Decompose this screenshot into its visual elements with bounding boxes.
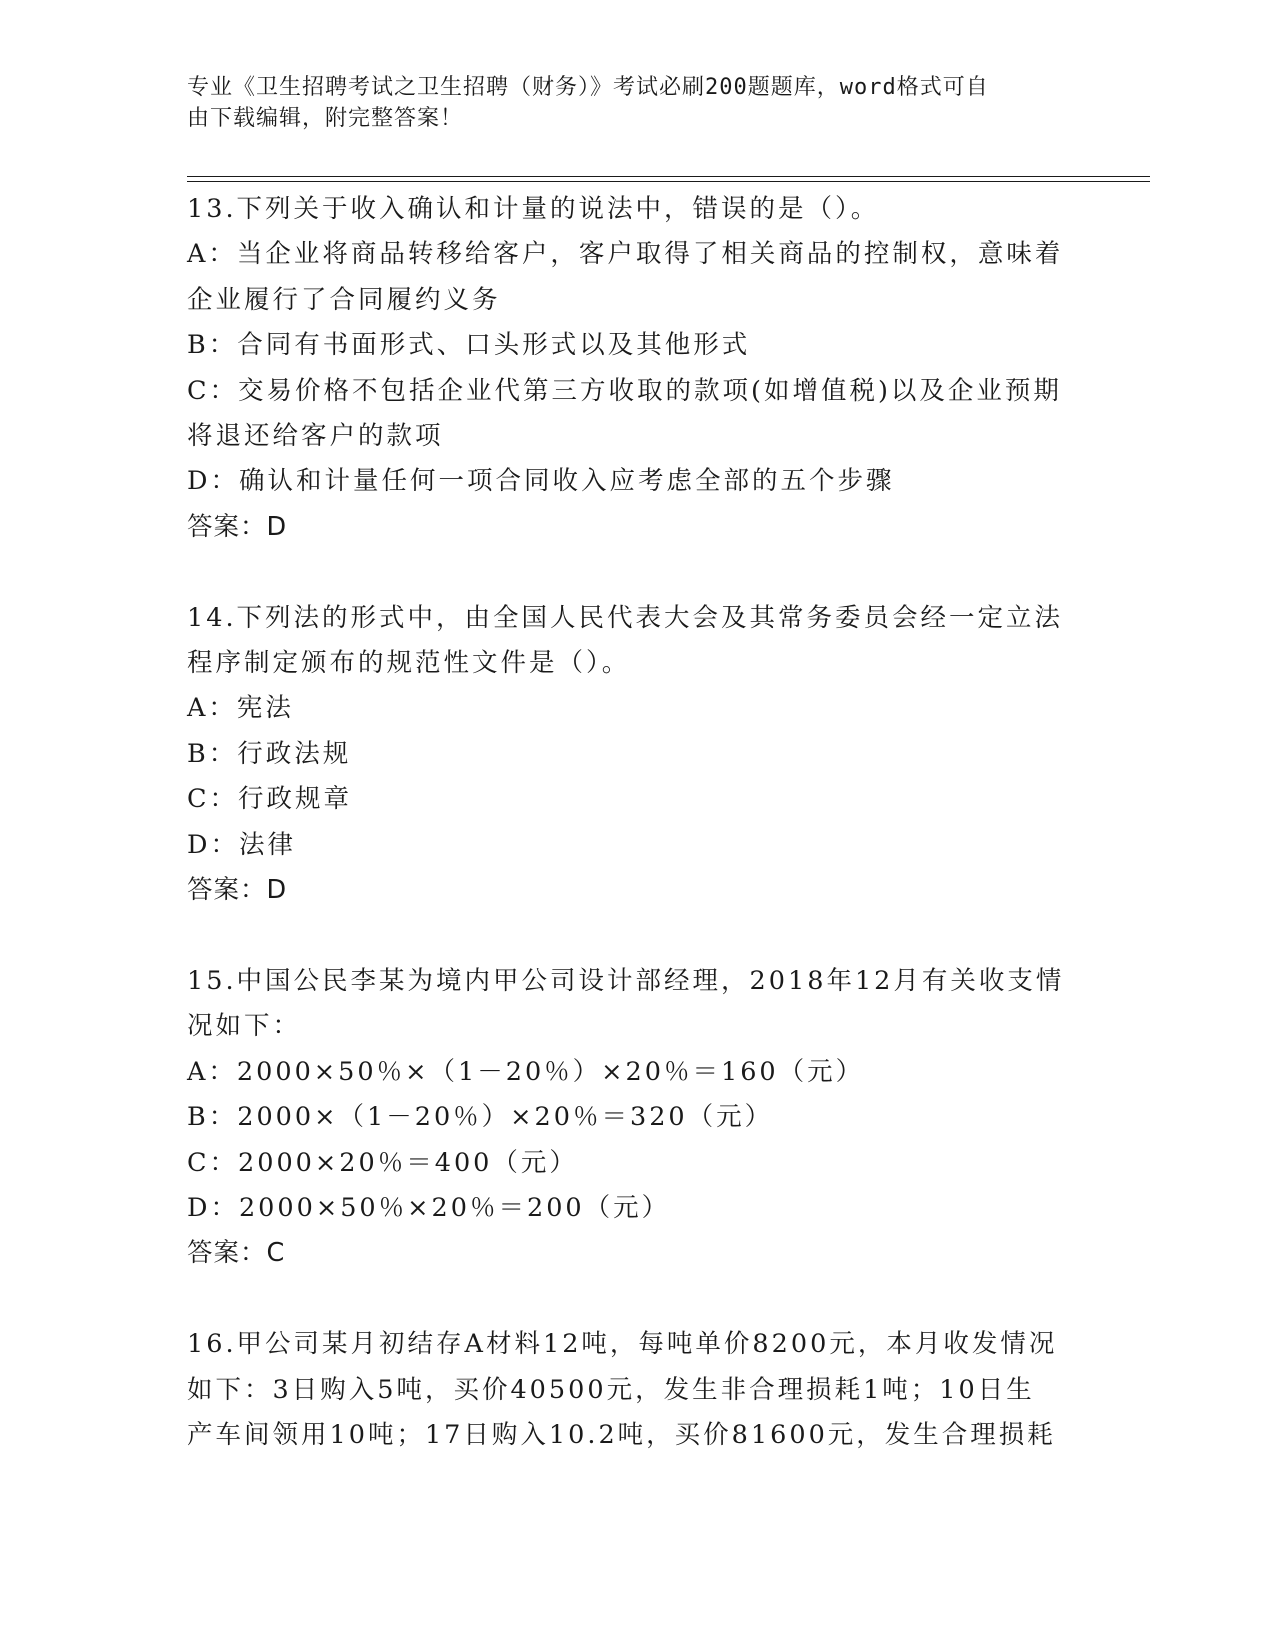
question-stem-continued: 程序制定颁布的规范性文件是（）。 [187, 648, 631, 679]
question-stem-continued: 产车间领用10吨；17日购入10.2吨，买价81600元，发生合理损耗 [187, 1419, 1056, 1450]
option-d: D：法律 [187, 829, 296, 860]
answer-label: 答案：D [187, 875, 288, 906]
option-c: C：2000×20％＝400（元） [187, 1147, 578, 1178]
header-divider-bottom [187, 181, 1150, 182]
option-d: D：确认和计量任何一项合同收入应考虑全部的五个步骤 [187, 466, 895, 497]
question-spacer [187, 1277, 1087, 1322]
option-a-continued: 企业履行了合同履约义务 [187, 284, 501, 315]
option-d: D：2000×50％×20％＝200（元） [187, 1192, 671, 1223]
header-divider-top [187, 176, 1150, 177]
option-c: C：交易价格不包括企业代第三方收取的款项(如增值税)以及企业预期 [187, 375, 1062, 406]
header-line-2: 由下载编辑，附完整答案！ [187, 106, 464, 131]
question-stem: 14.下列法的形式中，由全国人民代表大会及其常务委员会经一定立法 [187, 602, 1064, 633]
question-stem-continued: 况如下： [187, 1011, 302, 1042]
option-b: B：行政法规 [187, 738, 352, 769]
answer-label: 答案：D [187, 511, 288, 542]
question-list [187, 187, 1087, 1458]
option-b: B：合同有书面形式、口头形式以及其他形式 [187, 330, 751, 361]
option-a: A：当企业将商品转移给客户，客户取得了相关商品的控制权，意味着 [187, 239, 1064, 270]
question-16 [187, 1322, 1087, 1458]
option-b: B：2000×（1－20％）×20％＝320（元） [187, 1102, 774, 1133]
question-13 [187, 187, 1087, 550]
document-header [187, 72, 1067, 134]
question-stem: 16.甲公司某月初结存A材料12吨，每吨单价8200元，本月收发情况 [187, 1329, 1058, 1360]
option-c-continued: 将退还给客户的款项 [187, 421, 444, 452]
question-spacer [187, 550, 1087, 595]
question-spacer [187, 913, 1087, 958]
question-15 [187, 959, 1087, 1277]
option-a: A：2000×50％×（1－20％）×20％＝160（元） [187, 1056, 865, 1087]
question-stem: 15.中国公民李某为境内甲公司设计部经理，2018年12月有关收支情 [187, 965, 1065, 996]
answer-label: 答案：C [187, 1238, 286, 1269]
header-line-1: 专业《卫生招聘考试之卫生招聘（财务）》考试必刷200题题库，word格式可自 [187, 75, 989, 100]
option-c: C：行政规章 [187, 784, 353, 815]
question-stem: 13.下列关于收入确认和计量的说法中，错误的是（）。 [187, 194, 880, 224]
question-14 [187, 596, 1087, 914]
option-a: A：宪法 [187, 693, 294, 724]
question-stem-continued: 如下：3日购入5吨，买价40500元，发生非合理损耗1吨；10日生 [187, 1374, 1035, 1405]
